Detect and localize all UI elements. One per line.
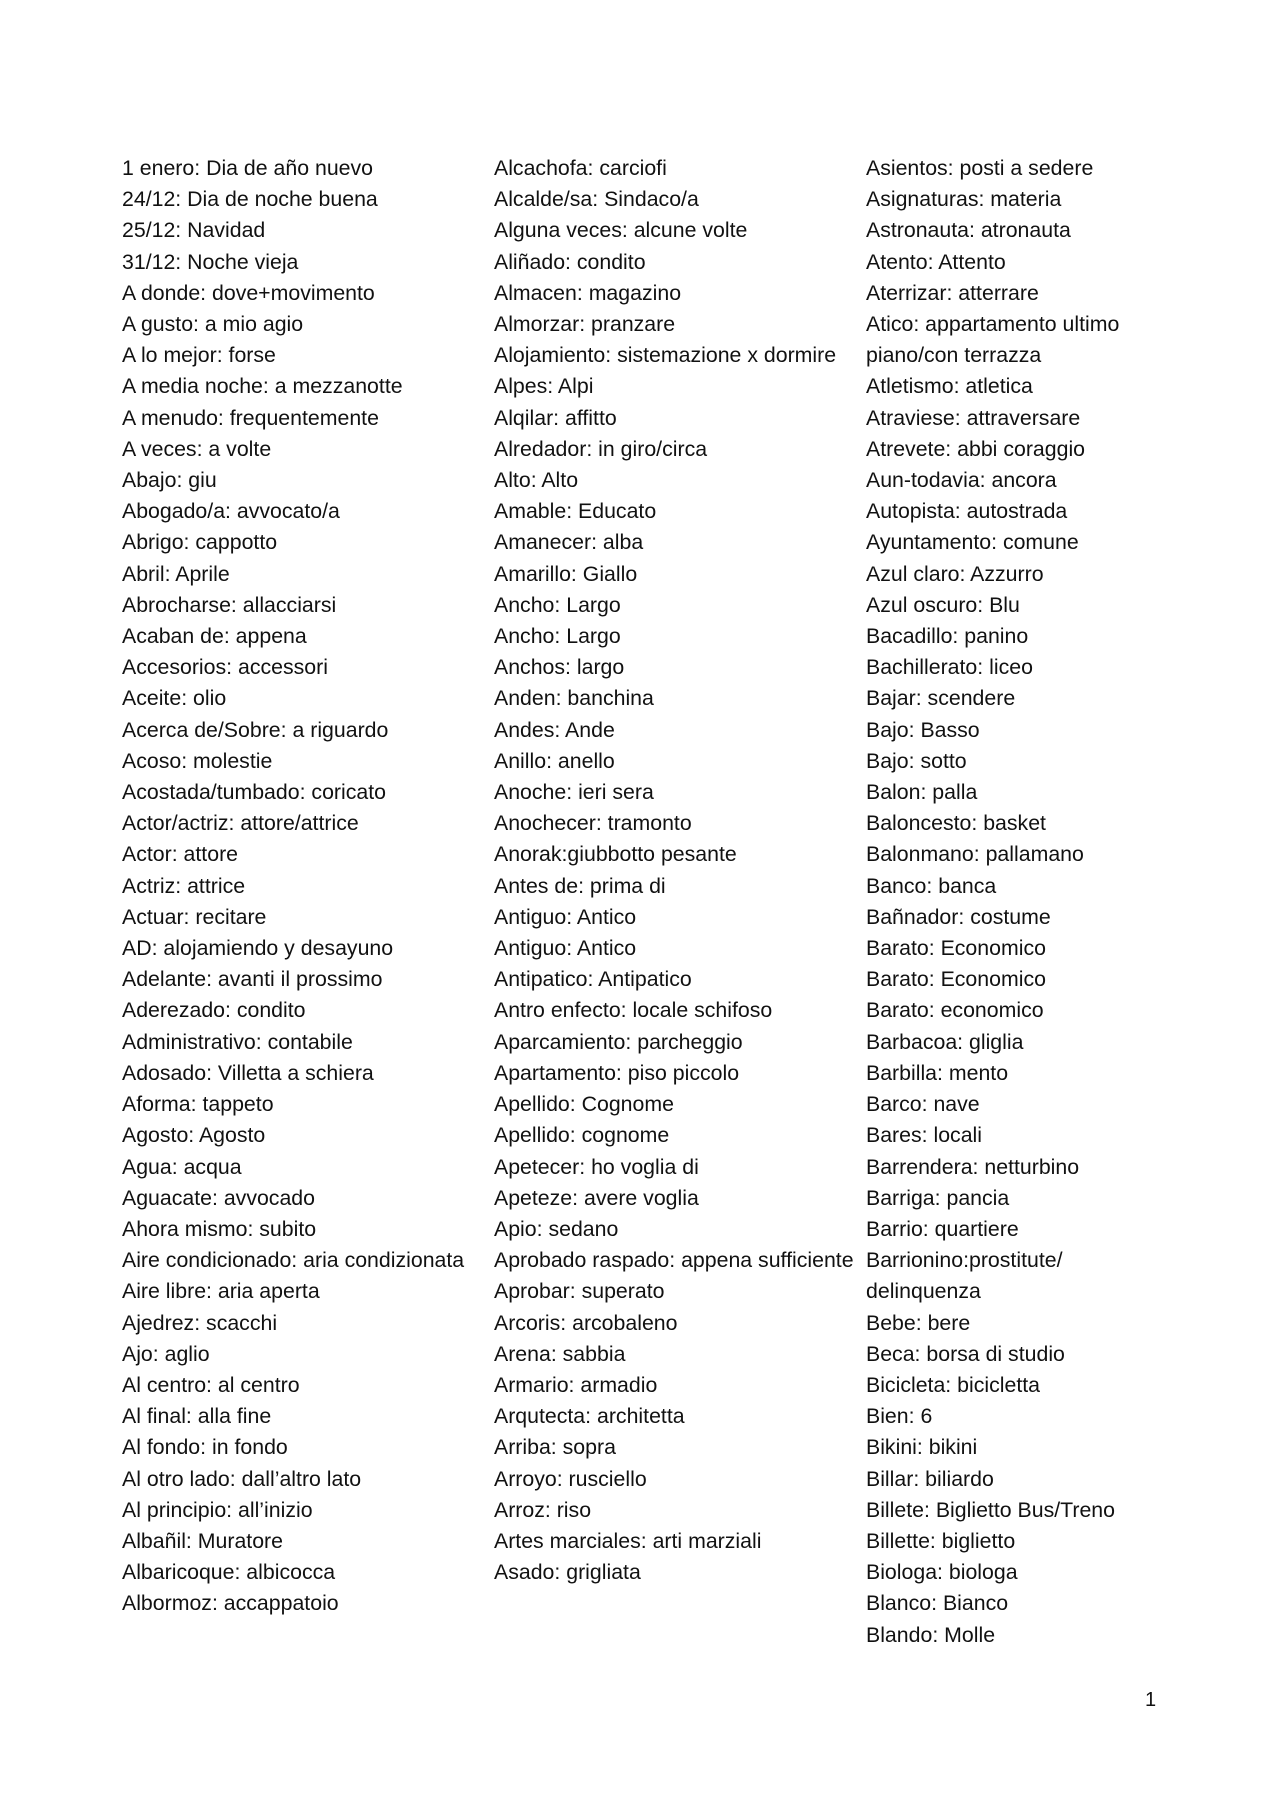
vocabulary-entry: Alcalde/sa: Sindaco/a (494, 187, 699, 212)
vocabulary-entry: Abajo: giu (122, 468, 217, 493)
vocabulary-entry: Balonmano: pallamano (866, 842, 1084, 867)
vocabulary-entry: Antipatico: Antipatico (494, 967, 692, 992)
vocabulary-entry: A veces: a volte (122, 436, 272, 461)
vocabulary-entry: Bañnador: costume (866, 904, 1051, 929)
vocabulary-entry: Actuar: recitare (122, 904, 267, 929)
vocabulary-entry: Arqutecta: architetta (494, 1404, 685, 1429)
vocabulary-entry: Al final: alla fine (122, 1404, 272, 1429)
vocabulary-entry: Abrigo: cappotto (122, 530, 278, 555)
vocabulary-entry: Ancho: Largo (494, 592, 621, 617)
vocabulary-entry: Bachillerato: liceo (866, 655, 1033, 680)
vocabulary-entry: Barrendera: netturbino (866, 1154, 1080, 1179)
vocabulary-entry: Balon: palla (866, 780, 978, 805)
vocabulary-entry: Acostada/tumbado: coricato (122, 780, 386, 805)
vocabulary-entry: Billette: biglietto (866, 1528, 1016, 1553)
vocabulary-entry: Alredador: in giro/circa (494, 436, 708, 461)
vocabulary-entry: A lo mejor: forse (122, 343, 276, 368)
vocabulary-entry: Alojamiento: sistemazione x dormire (494, 343, 837, 368)
vocabulary-entry: Apio: sedano (494, 1216, 619, 1241)
vocabulary-entry: Bajo: Basso (866, 717, 980, 742)
vocabulary-entry: Barato: Economico (866, 936, 1046, 961)
vocabulary-entry: Alto: Alto (494, 468, 579, 493)
vocabulary-entry: Amarillo: Giallo (494, 561, 638, 586)
vocabulary-entry: Blanco: Bianco (866, 1591, 1009, 1616)
vocabulary-columns (122, 153, 1182, 1651)
vocabulary-entry: Aparcamiento: parcheggio (494, 1029, 743, 1054)
vocabulary-entry: Asado: grigliata (494, 1560, 641, 1585)
vocabulary-entry: Arriba: sopra (494, 1435, 616, 1460)
vocabulary-entry: Atraviese: attraversare (866, 405, 1081, 430)
vocabulary-entry: Aprobado raspado: appena sufficiente (494, 1248, 854, 1273)
vocabulary-entry: Albormoz: accappatoio (122, 1591, 339, 1616)
vocabulary-entry: Almorzar: pranzare (494, 312, 676, 337)
vocabulary-entry: A media noche: a mezzanotte (122, 374, 403, 399)
vocabulary-entry: Barco: nave (866, 1092, 980, 1117)
vocabulary-entry: Amable: Educato (494, 499, 657, 524)
vocabulary-column-1 (122, 153, 494, 1651)
vocabulary-entry: Almacen: magazino (494, 280, 682, 305)
vocabulary-entry: Alpes: Alpi (494, 374, 594, 399)
vocabulary-entry: Antiguo: Antico (494, 904, 637, 929)
vocabulary-entry: Actriz: attrice (122, 873, 246, 898)
vocabulary-entry: 1 enero: Dia de año nuevo (122, 156, 374, 180)
vocabulary-entry: Adosado: Villetta a schiera (122, 1060, 374, 1085)
vocabulary-entry: Anorak:giubbotto pesante (494, 842, 737, 867)
vocabulary-entry: Antiguo: Antico (494, 936, 637, 961)
vocabulary-entry: Apetecer: ho voglia di (494, 1154, 699, 1179)
vocabulary-entry: 31/12: Noche vieja (122, 249, 299, 274)
vocabulary-entry: Arcoris: arcobaleno (494, 1310, 678, 1335)
vocabulary-entry: Accesorios: accessori (122, 655, 328, 680)
vocabulary-entry: Anochecer: tramonto (494, 811, 692, 836)
vocabulary-entry: Blando: Molle (866, 1622, 996, 1647)
vocabulary-entry: Atico: appartamento ultimo piano/con terrazza (866, 312, 1120, 368)
vocabulary-entry: Alqilar: affitto (494, 405, 617, 430)
vocabulary-entry: Barrio: quartiere (866, 1216, 1019, 1241)
vocabulary-entry: Bien: 6 (866, 1404, 933, 1429)
vocabulary-column-2 (494, 153, 866, 1651)
vocabulary-entry: Bajo: sotto (866, 748, 967, 773)
vocabulary-entry: Autopista: autostrada (866, 499, 1068, 524)
vocabulary-entry: Barriga: pancia (866, 1185, 1010, 1210)
vocabulary-entry: Ancho: Largo (494, 624, 621, 649)
vocabulary-entry: Aun-todavia: ancora (866, 468, 1057, 493)
vocabulary-entry: Barbilla: mento (866, 1060, 1009, 1085)
vocabulary-entry: 24/12: Dia de noche buena (122, 187, 378, 212)
vocabulary-entry: Acaban de: appena (122, 624, 307, 649)
vocabulary-entry: Arroz: riso (494, 1497, 592, 1522)
vocabulary-entry: Bares: locali (866, 1123, 982, 1148)
vocabulary-entry: A gusto: a mio agio (122, 312, 304, 337)
vocabulary-entry: Aterrizar: atterrare (866, 280, 1039, 305)
vocabulary-entry: Barbacoa: gliglia (866, 1029, 1024, 1054)
vocabulary-entry: Al principio: all’inizio (122, 1497, 313, 1522)
vocabulary-entry: AD: alojamiendo y desayuno (122, 936, 394, 961)
vocabulary-entry: Abril: Aprile (122, 561, 230, 586)
page-number: 1 (1145, 1689, 1157, 1711)
vocabulary-entry: Atletismo: atletica (866, 374, 1033, 399)
vocabulary-entry: Acerca de/Sobre: a riguardo (122, 717, 389, 742)
vocabulary-entry: Agosto: Agosto (122, 1123, 266, 1148)
vocabulary-entry: Apartamento: piso piccolo (494, 1060, 740, 1085)
vocabulary-entry: Actor/actriz: attore/attrice (122, 811, 359, 836)
vocabulary-entry: Asientos: posti a sedere (866, 156, 1094, 180)
vocabulary-entry: Antro enfecto: locale schifoso (494, 998, 773, 1023)
vocabulary-entry: Aprobar: superato (494, 1279, 665, 1304)
vocabulary-entry: Amanecer: alba (494, 530, 644, 555)
vocabulary-entry: Adelante: avanti il prossimo (122, 967, 383, 992)
vocabulary-entry: Apellido: Cognome (494, 1092, 674, 1117)
vocabulary-entry: Barrionino:prostitute/ delinquenza (866, 1248, 1063, 1304)
vocabulary-entry: Apellido: cognome (494, 1123, 670, 1148)
vocabulary-entry: Baloncesto: basket (866, 811, 1046, 836)
vocabulary-entry: Al fondo: in fondo (122, 1435, 288, 1460)
vocabulary-entry: Aire condicionado: aria condizionata (122, 1248, 465, 1273)
vocabulary-entry: Bikini: bikini (866, 1435, 978, 1460)
vocabulary-entry: Asignaturas: materia (866, 187, 1062, 212)
vocabulary-entry: Agua: acqua (122, 1154, 242, 1179)
vocabulary-entry: Andes: Ande (494, 717, 615, 742)
vocabulary-entry: Abrocharse: allacciarsi (122, 592, 337, 617)
vocabulary-entry: Albaricoque: albicocca (122, 1560, 336, 1585)
vocabulary-entry: Administrativo: contabile (122, 1029, 353, 1054)
vocabulary-entry: Acoso: molestie (122, 748, 273, 773)
vocabulary-entry: Barato: economico (866, 998, 1044, 1023)
vocabulary-entry: Abogado/a: avvocato/a (122, 499, 340, 524)
vocabulary-entry: Ayuntamento: comune (866, 530, 1079, 555)
vocabulary-entry: Astronauta: atronauta (866, 218, 1071, 243)
vocabulary-entry: Azul claro: Azzurro (866, 561, 1044, 586)
vocabulary-entry: Aliñado: condito (494, 249, 646, 274)
vocabulary-entry: Bebe: bere (866, 1310, 971, 1335)
vocabulary-entry: Al centro: al centro (122, 1372, 300, 1397)
vocabulary-entry: Artes marciales: arti marziali (494, 1528, 762, 1553)
vocabulary-column-3 (866, 153, 1166, 1651)
vocabulary-entry: Anoche: ieri sera (494, 780, 654, 805)
vocabulary-entry: A donde: dove+movimento (122, 280, 375, 305)
vocabulary-entry: Antes de: prima di (494, 873, 666, 898)
vocabulary-entry: Aceite: olio (122, 686, 227, 711)
vocabulary-entry: Anden: banchina (494, 686, 654, 711)
vocabulary-entry: Aguacate: avvocado (122, 1185, 315, 1210)
vocabulary-entry: Banco: banca (866, 873, 997, 898)
vocabulary-entry: Aderezado: condito (122, 998, 306, 1023)
vocabulary-entry: Beca: borsa di studio (866, 1341, 1065, 1366)
vocabulary-entry: Arroyo: rusciello (494, 1466, 647, 1491)
vocabulary-entry: Armario: armadio (494, 1372, 658, 1397)
vocabulary-entry: Barato: Economico (866, 967, 1046, 992)
vocabulary-entry: Ahora mismo: subito (122, 1216, 317, 1241)
vocabulary-entry: Azul oscuro: Blu (866, 592, 1020, 617)
vocabulary-entry: Bajar: scendere (866, 686, 1016, 711)
vocabulary-entry: Al otro lado: dall’altro lato (122, 1466, 362, 1491)
vocabulary-entry: A menudo: frequentemente (122, 405, 379, 430)
vocabulary-entry: Aforma: tappeto (122, 1092, 274, 1117)
vocabulary-entry: Bacadillo: panino (866, 624, 1029, 649)
vocabulary-entry: Atento: Attento (866, 249, 1006, 274)
vocabulary-entry: Alcachofa: carciofi (494, 156, 667, 180)
vocabulary-entry: Actor: attore (122, 842, 238, 867)
vocabulary-entry: Bicicleta: bicicletta (866, 1372, 1040, 1397)
vocabulary-entry: Billar: biliardo (866, 1466, 994, 1491)
vocabulary-entry: Anchos: largo (494, 655, 625, 680)
vocabulary-entry: Atrevete: abbi coraggio (866, 436, 1086, 461)
vocabulary-entry: Ajo: aglio (122, 1341, 210, 1366)
vocabulary-entry: Alguna veces: alcune volte (494, 218, 748, 243)
vocabulary-entry: Ajedrez: scacchi (122, 1310, 278, 1335)
vocabulary-entry: Billete: Biglietto Bus/Treno (866, 1497, 1115, 1522)
vocabulary-entry: Aire libre: aria aperta (122, 1279, 320, 1304)
vocabulary-entry: Arena: sabbia (494, 1341, 626, 1366)
vocabulary-entry: Albañil: Muratore (122, 1528, 283, 1553)
vocabulary-entry: 25/12: Navidad (122, 218, 266, 243)
vocabulary-entry: Biologa: biologa (866, 1560, 1018, 1585)
vocabulary-entry: Anillo: anello (494, 748, 615, 773)
vocabulary-entry: Apeteze: avere voglia (494, 1185, 699, 1210)
